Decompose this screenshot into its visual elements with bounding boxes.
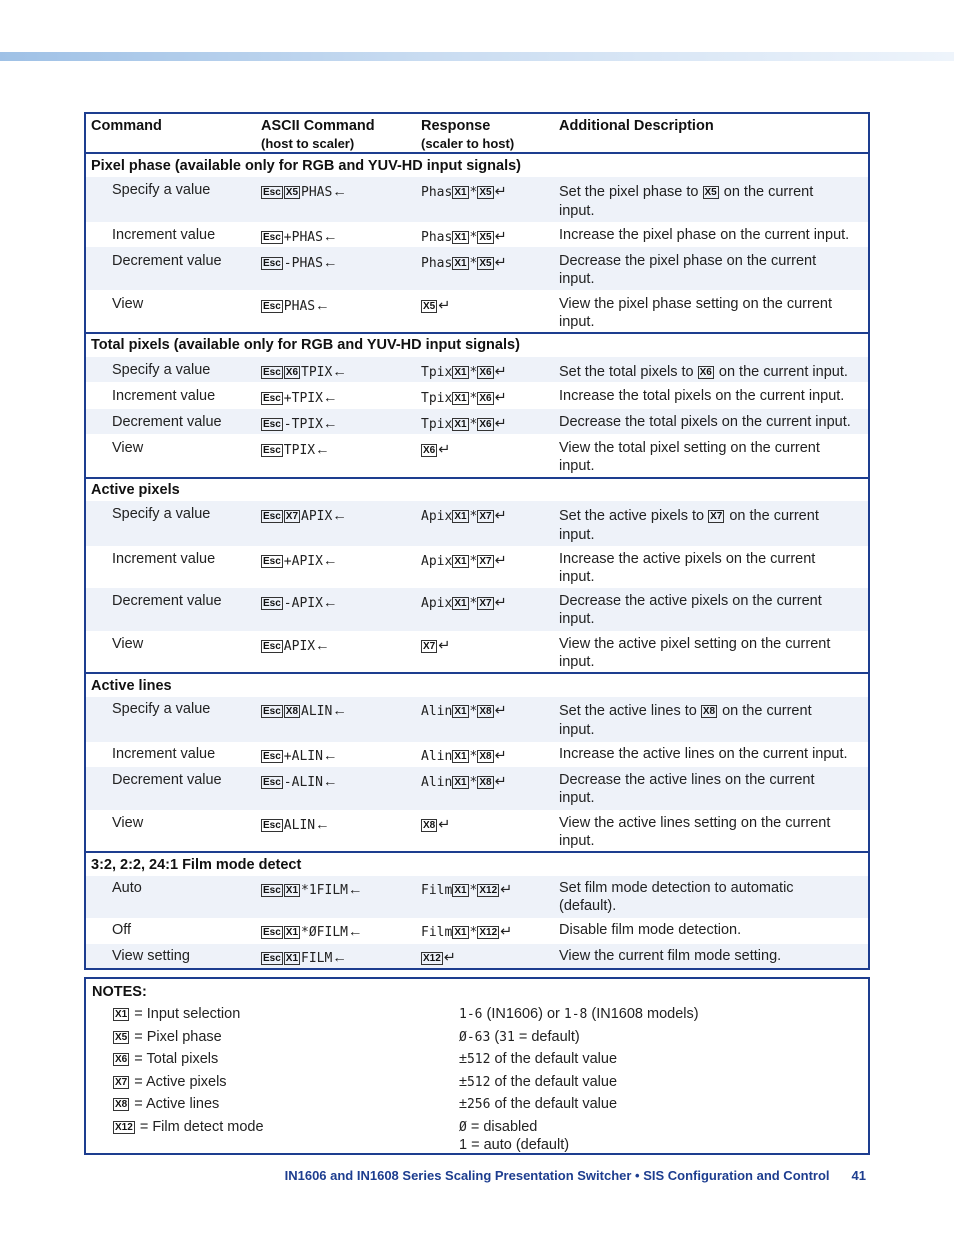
enter-icon: ↵ bbox=[494, 553, 507, 569]
section-title-active-lines: Active lines bbox=[91, 678, 172, 694]
description: View the current film mode setting. bbox=[559, 948, 782, 964]
x5-key-icon: X5 bbox=[423, 301, 436, 312]
arrow-left-icon: ← bbox=[332, 703, 347, 719]
note-value: 1 = auto (default) bbox=[459, 1137, 570, 1153]
x1-key-icon: X1 bbox=[454, 885, 467, 896]
footer-title: IN1606 and IN1608 Series Scaling Presentation Switcher • SIS Configuration and Control bbox=[284, 1168, 830, 1183]
command-label: Decrement value bbox=[112, 772, 222, 788]
divider bbox=[86, 851, 868, 853]
esc-key-icon: Esc bbox=[263, 598, 281, 609]
x1-key-icon: X1 bbox=[285, 885, 299, 896]
x1-key-icon: X1 bbox=[115, 1009, 128, 1020]
esc-key-icon: Esc bbox=[263, 511, 281, 522]
enter-icon: ↵ bbox=[500, 882, 513, 898]
x7-key-icon: X7 bbox=[479, 556, 492, 567]
enter-icon: ↵ bbox=[494, 184, 507, 200]
description-cont: input. bbox=[559, 527, 595, 543]
divider bbox=[86, 477, 868, 479]
command-label: View bbox=[112, 440, 144, 456]
x7-key-icon: X7 bbox=[710, 511, 723, 522]
notes-box bbox=[84, 977, 870, 1155]
description: Set the pixel phase to X5 on the current bbox=[559, 184, 814, 200]
note-value: Ø = disabled bbox=[459, 1119, 538, 1135]
x8-key-icon: X8 bbox=[115, 1099, 128, 1110]
enter-icon: ↵ bbox=[494, 229, 507, 245]
note-value: Ø-63 (31 = default) bbox=[459, 1029, 580, 1045]
description-cont: (default). bbox=[559, 898, 617, 914]
arrow-left-icon: ← bbox=[315, 638, 330, 654]
divider bbox=[86, 332, 868, 334]
enter-icon: ↵ bbox=[494, 774, 507, 790]
x5-key-icon: X5 bbox=[704, 187, 717, 198]
ascii-command: Esc X6 TPIX← bbox=[263, 364, 347, 380]
x1-key-icon: X1 bbox=[454, 393, 467, 404]
header-description: Additional Description bbox=[559, 118, 714, 134]
description: Disable film mode detection. bbox=[559, 922, 742, 938]
command-label: Increment value bbox=[112, 227, 216, 243]
x1-key-icon: X1 bbox=[454, 419, 467, 430]
enter-icon: ↵ bbox=[494, 255, 507, 271]
description: Set film mode detection to automatic bbox=[559, 880, 794, 896]
ascii-command: Esc X5 PHAS← bbox=[263, 184, 347, 200]
x12-key-icon: X12 bbox=[479, 885, 498, 896]
response: Tpix X1 * X6 ↵ bbox=[421, 390, 507, 406]
x6-key-icon: X6 bbox=[115, 1054, 128, 1065]
arrow-left-icon: ← bbox=[322, 229, 338, 245]
x8-key-icon: X8 bbox=[285, 706, 299, 717]
header-ascii: ASCII Command bbox=[261, 118, 375, 134]
notes-title: NOTES: bbox=[92, 984, 147, 1000]
section-title-active-pixels: Active pixels bbox=[91, 482, 180, 498]
x8-key-icon: X8 bbox=[423, 820, 436, 831]
enter-icon: ↵ bbox=[494, 703, 507, 719]
ascii-command: Esc TPIX← bbox=[263, 442, 330, 458]
esc-key-icon: Esc bbox=[263, 706, 281, 717]
arrow-left-icon: ← bbox=[315, 298, 330, 314]
x1-key-icon: X1 bbox=[454, 751, 467, 762]
x5-key-icon: X5 bbox=[479, 232, 492, 243]
enter-icon: ↵ bbox=[438, 817, 451, 833]
command-label: Decrement value bbox=[112, 253, 222, 269]
command-label: Increment value bbox=[112, 388, 216, 404]
command-label: View setting bbox=[112, 948, 190, 964]
x8-key-icon: X8 bbox=[479, 777, 492, 788]
ascii-command: Esc PHAS← bbox=[263, 298, 330, 314]
esc-key-icon: Esc bbox=[263, 419, 281, 430]
x1-key-icon: X1 bbox=[454, 598, 467, 609]
note-item: X5 = Pixel phase bbox=[115, 1029, 222, 1045]
description: View the active pixel setting on the current bbox=[559, 636, 831, 652]
x1-key-icon: X1 bbox=[454, 511, 467, 522]
description: Increase the pixel phase on the current input. bbox=[559, 227, 850, 243]
description-cont: input. bbox=[559, 271, 595, 287]
x8-key-icon: X8 bbox=[702, 706, 716, 717]
x5-key-icon: X5 bbox=[285, 187, 299, 198]
page-number: 41 bbox=[851, 1168, 866, 1183]
description: Decrease the active pixels on the current bbox=[559, 593, 822, 609]
description-cont: input. bbox=[559, 833, 595, 849]
description: Increase the total pixels on the current input. bbox=[559, 388, 845, 404]
enter-icon: ↵ bbox=[494, 508, 507, 524]
response: Apix X1 * X7 ↵ bbox=[421, 553, 507, 569]
command-label: Off bbox=[112, 922, 132, 938]
ascii-command: Esc X1 *ØFILM← bbox=[263, 924, 363, 940]
response: Apix X1 * X7 ↵ bbox=[421, 508, 507, 524]
x5-key-icon: X5 bbox=[479, 258, 492, 269]
x1-key-icon: X1 bbox=[454, 232, 467, 243]
enter-icon: ↵ bbox=[500, 924, 513, 940]
note-item: X6 = Total pixels bbox=[115, 1051, 219, 1067]
response: Phas X1 * X5 ↵ bbox=[421, 229, 507, 245]
ascii-command: Esc APIX← bbox=[263, 638, 330, 654]
esc-key-icon: Esc bbox=[263, 641, 281, 652]
note-item: X8 = Active lines bbox=[115, 1096, 220, 1112]
ascii-command: Esc ALIN← bbox=[263, 817, 330, 833]
enter-icon: ↵ bbox=[494, 416, 507, 432]
description-cont: input. bbox=[559, 203, 595, 219]
x6-key-icon: X6 bbox=[479, 367, 492, 378]
arrow-left-icon: ← bbox=[348, 882, 363, 898]
x6-key-icon: X6 bbox=[479, 393, 492, 404]
x12-key-icon: X12 bbox=[423, 953, 441, 964]
description: Set the active lines to X8 on the current bbox=[559, 703, 812, 719]
header-command: Command bbox=[91, 118, 162, 134]
response: Alin X1 * X8 ↵ bbox=[421, 703, 507, 719]
header-response-sub: (scaler to host) bbox=[421, 136, 515, 151]
description: Increase the active lines on the current input. bbox=[559, 746, 848, 762]
x5-key-icon: X5 bbox=[479, 187, 492, 198]
description: Increase the active pixels on the current bbox=[559, 551, 816, 567]
arrow-left-icon: ← bbox=[322, 774, 338, 790]
esc-key-icon: Esc bbox=[263, 927, 281, 938]
arrow-left-icon: ← bbox=[332, 508, 347, 524]
arrow-left-icon: ← bbox=[322, 416, 338, 432]
response: Phas X1 * X5 ↵ bbox=[421, 184, 507, 200]
ascii-command: Esc X7 APIX← bbox=[263, 508, 347, 524]
description: Set the active pixels to X7 on the current bbox=[559, 508, 819, 524]
note-value: 1-6 (IN1606) or 1-8 (IN1608 models) bbox=[459, 1006, 699, 1022]
enter-icon: ↵ bbox=[438, 638, 451, 654]
response: Apix X1 * X7 ↵ bbox=[421, 595, 507, 611]
response: Phas X1 * X5 ↵ bbox=[421, 255, 507, 271]
response bbox=[421, 637, 450, 655]
x5-key-icon: X5 bbox=[115, 1032, 128, 1043]
response bbox=[421, 949, 456, 967]
description-cont: input. bbox=[559, 569, 595, 585]
command-label: Auto bbox=[112, 880, 142, 896]
description-cont: input. bbox=[559, 654, 595, 670]
response: Film X1 * X12 ↵ bbox=[421, 882, 513, 898]
x1-key-icon: X1 bbox=[454, 706, 467, 717]
description: Decrease the active lines on the current bbox=[559, 772, 815, 788]
description: Set the total pixels to X6 on the current input. bbox=[559, 364, 848, 380]
ascii-command: Esc -ALIN← bbox=[263, 774, 338, 790]
esc-key-icon: Esc bbox=[263, 301, 281, 312]
arrow-left-icon: ← bbox=[322, 595, 338, 611]
description: View the pixel phase setting on the current bbox=[559, 296, 832, 312]
description: Decrease the total pixels on the current input. bbox=[559, 414, 851, 430]
response: Alin X1 * X8 ↵ bbox=[421, 748, 507, 764]
divider bbox=[86, 152, 868, 154]
section-title-total-pixels: Total pixels (available only for RGB and YUV-HD input signals) bbox=[91, 337, 520, 353]
arrow-left-icon: ← bbox=[332, 364, 347, 380]
x12-key-icon: X12 bbox=[115, 1122, 133, 1133]
command-label: Specify a value bbox=[112, 701, 211, 717]
response: Film X1 * X12 ↵ bbox=[421, 924, 513, 940]
response bbox=[421, 441, 450, 459]
command-label: View bbox=[112, 296, 144, 312]
x12-key-icon: X12 bbox=[479, 927, 498, 938]
x6-key-icon: X6 bbox=[479, 419, 492, 430]
esc-key-icon: Esc bbox=[263, 232, 281, 243]
arrow-left-icon: ← bbox=[332, 950, 347, 966]
note-item: X7 = Active pixels bbox=[115, 1074, 227, 1090]
ascii-command: Esc +PHAS← bbox=[263, 229, 338, 245]
arrow-left-icon: ← bbox=[315, 817, 330, 833]
arrow-left-icon: ← bbox=[322, 390, 338, 406]
description-cont: input. bbox=[559, 314, 595, 330]
header-ascii-sub: (host to scaler) bbox=[261, 136, 355, 151]
description-cont: input. bbox=[559, 611, 595, 627]
x1-key-icon: X1 bbox=[454, 367, 467, 378]
section-title-pixel-phase: Pixel phase (available only for RGB and YUV-HD input signals) bbox=[91, 158, 521, 174]
command-label: Increment value bbox=[112, 746, 216, 762]
ascii-command: Esc X1 FILM← bbox=[263, 950, 347, 966]
x6-key-icon: X6 bbox=[699, 367, 712, 378]
x1-key-icon: X1 bbox=[454, 187, 467, 198]
command-label: View bbox=[112, 815, 144, 831]
description-cont: input. bbox=[559, 458, 595, 474]
command-label: Specify a value bbox=[112, 362, 211, 378]
x7-key-icon: X7 bbox=[115, 1077, 128, 1088]
response: Tpix X1 * X6 ↵ bbox=[421, 364, 507, 380]
x7-key-icon: X7 bbox=[285, 511, 299, 522]
esc-key-icon: Esc bbox=[263, 187, 281, 198]
esc-key-icon: Esc bbox=[263, 445, 281, 456]
x6-key-icon: X6 bbox=[285, 367, 299, 378]
x1-key-icon: X1 bbox=[285, 927, 299, 938]
response: Alin X1 * X8 ↵ bbox=[421, 774, 507, 790]
esc-key-icon: Esc bbox=[263, 820, 281, 831]
ascii-command: Esc X8 ALIN← bbox=[263, 703, 347, 719]
enter-icon: ↵ bbox=[494, 595, 507, 611]
page-footer bbox=[285, 1168, 866, 1183]
note-item: X12 = Film detect mode bbox=[115, 1119, 264, 1135]
description: View the total pixel setting on the current bbox=[559, 440, 820, 456]
divider bbox=[86, 672, 868, 674]
description: Decrease the pixel phase on the current bbox=[559, 253, 817, 269]
command-label: View bbox=[112, 636, 144, 652]
command-label: Specify a value bbox=[112, 506, 211, 522]
command-label: Decrement value bbox=[112, 414, 222, 430]
esc-key-icon: Esc bbox=[263, 367, 281, 378]
x7-key-icon: X7 bbox=[479, 511, 492, 522]
ascii-command: Esc +APIX← bbox=[263, 553, 338, 569]
note-value: ±512 of the default value bbox=[459, 1074, 618, 1090]
sis-command-table bbox=[84, 112, 870, 970]
ascii-command: Esc +ALIN← bbox=[263, 748, 338, 764]
enter-icon: ↵ bbox=[438, 298, 451, 314]
command-label: Increment value bbox=[112, 551, 216, 567]
esc-key-icon: Esc bbox=[263, 751, 281, 762]
x7-key-icon: X7 bbox=[479, 598, 492, 609]
enter-icon: ↵ bbox=[494, 390, 507, 406]
description-cont: input. bbox=[559, 790, 595, 806]
ascii-command: Esc -PHAS← bbox=[263, 255, 338, 271]
arrow-left-icon: ← bbox=[332, 184, 347, 200]
command-label: Specify a value bbox=[112, 182, 211, 198]
arrow-left-icon: ← bbox=[315, 442, 330, 458]
esc-key-icon: Esc bbox=[263, 258, 281, 269]
x1-key-icon: X1 bbox=[454, 777, 467, 788]
ascii-command: Esc -TPIX← bbox=[263, 416, 338, 432]
section-title-film-mode: 3:2, 2:2, 24:1 Film mode detect bbox=[91, 857, 302, 873]
arrow-left-icon: ← bbox=[322, 748, 338, 764]
enter-icon: ↵ bbox=[494, 364, 507, 380]
description-cont: input. bbox=[559, 722, 595, 738]
enter-icon: ↵ bbox=[443, 950, 456, 966]
note-item: X1 = Input selection bbox=[115, 1006, 241, 1022]
x7-key-icon: X7 bbox=[423, 641, 436, 652]
response bbox=[421, 816, 450, 834]
ascii-command: Esc X1 *1FILM← bbox=[263, 882, 363, 898]
note-value: ±512 of the default value bbox=[459, 1051, 618, 1067]
description: View the active lines setting on the current bbox=[559, 815, 831, 831]
esc-key-icon: Esc bbox=[263, 777, 281, 788]
enter-icon: ↵ bbox=[438, 442, 451, 458]
response bbox=[421, 297, 450, 315]
esc-key-icon: Esc bbox=[263, 953, 281, 964]
x1-key-icon: X1 bbox=[454, 927, 467, 938]
response: Tpix X1 * X6 ↵ bbox=[421, 416, 507, 432]
x6-key-icon: X6 bbox=[423, 445, 436, 456]
x8-key-icon: X8 bbox=[479, 706, 492, 717]
arrow-left-icon: ← bbox=[322, 255, 338, 271]
ascii-command: Esc -APIX← bbox=[263, 595, 338, 611]
x8-key-icon: X8 bbox=[479, 751, 492, 762]
esc-key-icon: Esc bbox=[263, 885, 281, 896]
x1-key-icon: X1 bbox=[454, 258, 467, 269]
ascii-command: Esc +TPIX← bbox=[263, 390, 338, 406]
arrow-left-icon: ← bbox=[348, 924, 363, 940]
esc-key-icon: Esc bbox=[263, 556, 281, 567]
command-label: Decrement value bbox=[112, 593, 222, 609]
header-response: Response bbox=[421, 118, 491, 134]
arrow-left-icon: ← bbox=[322, 553, 338, 569]
esc-key-icon: Esc bbox=[263, 393, 281, 404]
enter-icon: ↵ bbox=[494, 748, 507, 764]
note-value: ±256 of the default value bbox=[459, 1096, 618, 1112]
x1-key-icon: X1 bbox=[454, 556, 467, 567]
header-gradient-bar bbox=[0, 52, 954, 61]
x1-key-icon: X1 bbox=[285, 953, 299, 964]
